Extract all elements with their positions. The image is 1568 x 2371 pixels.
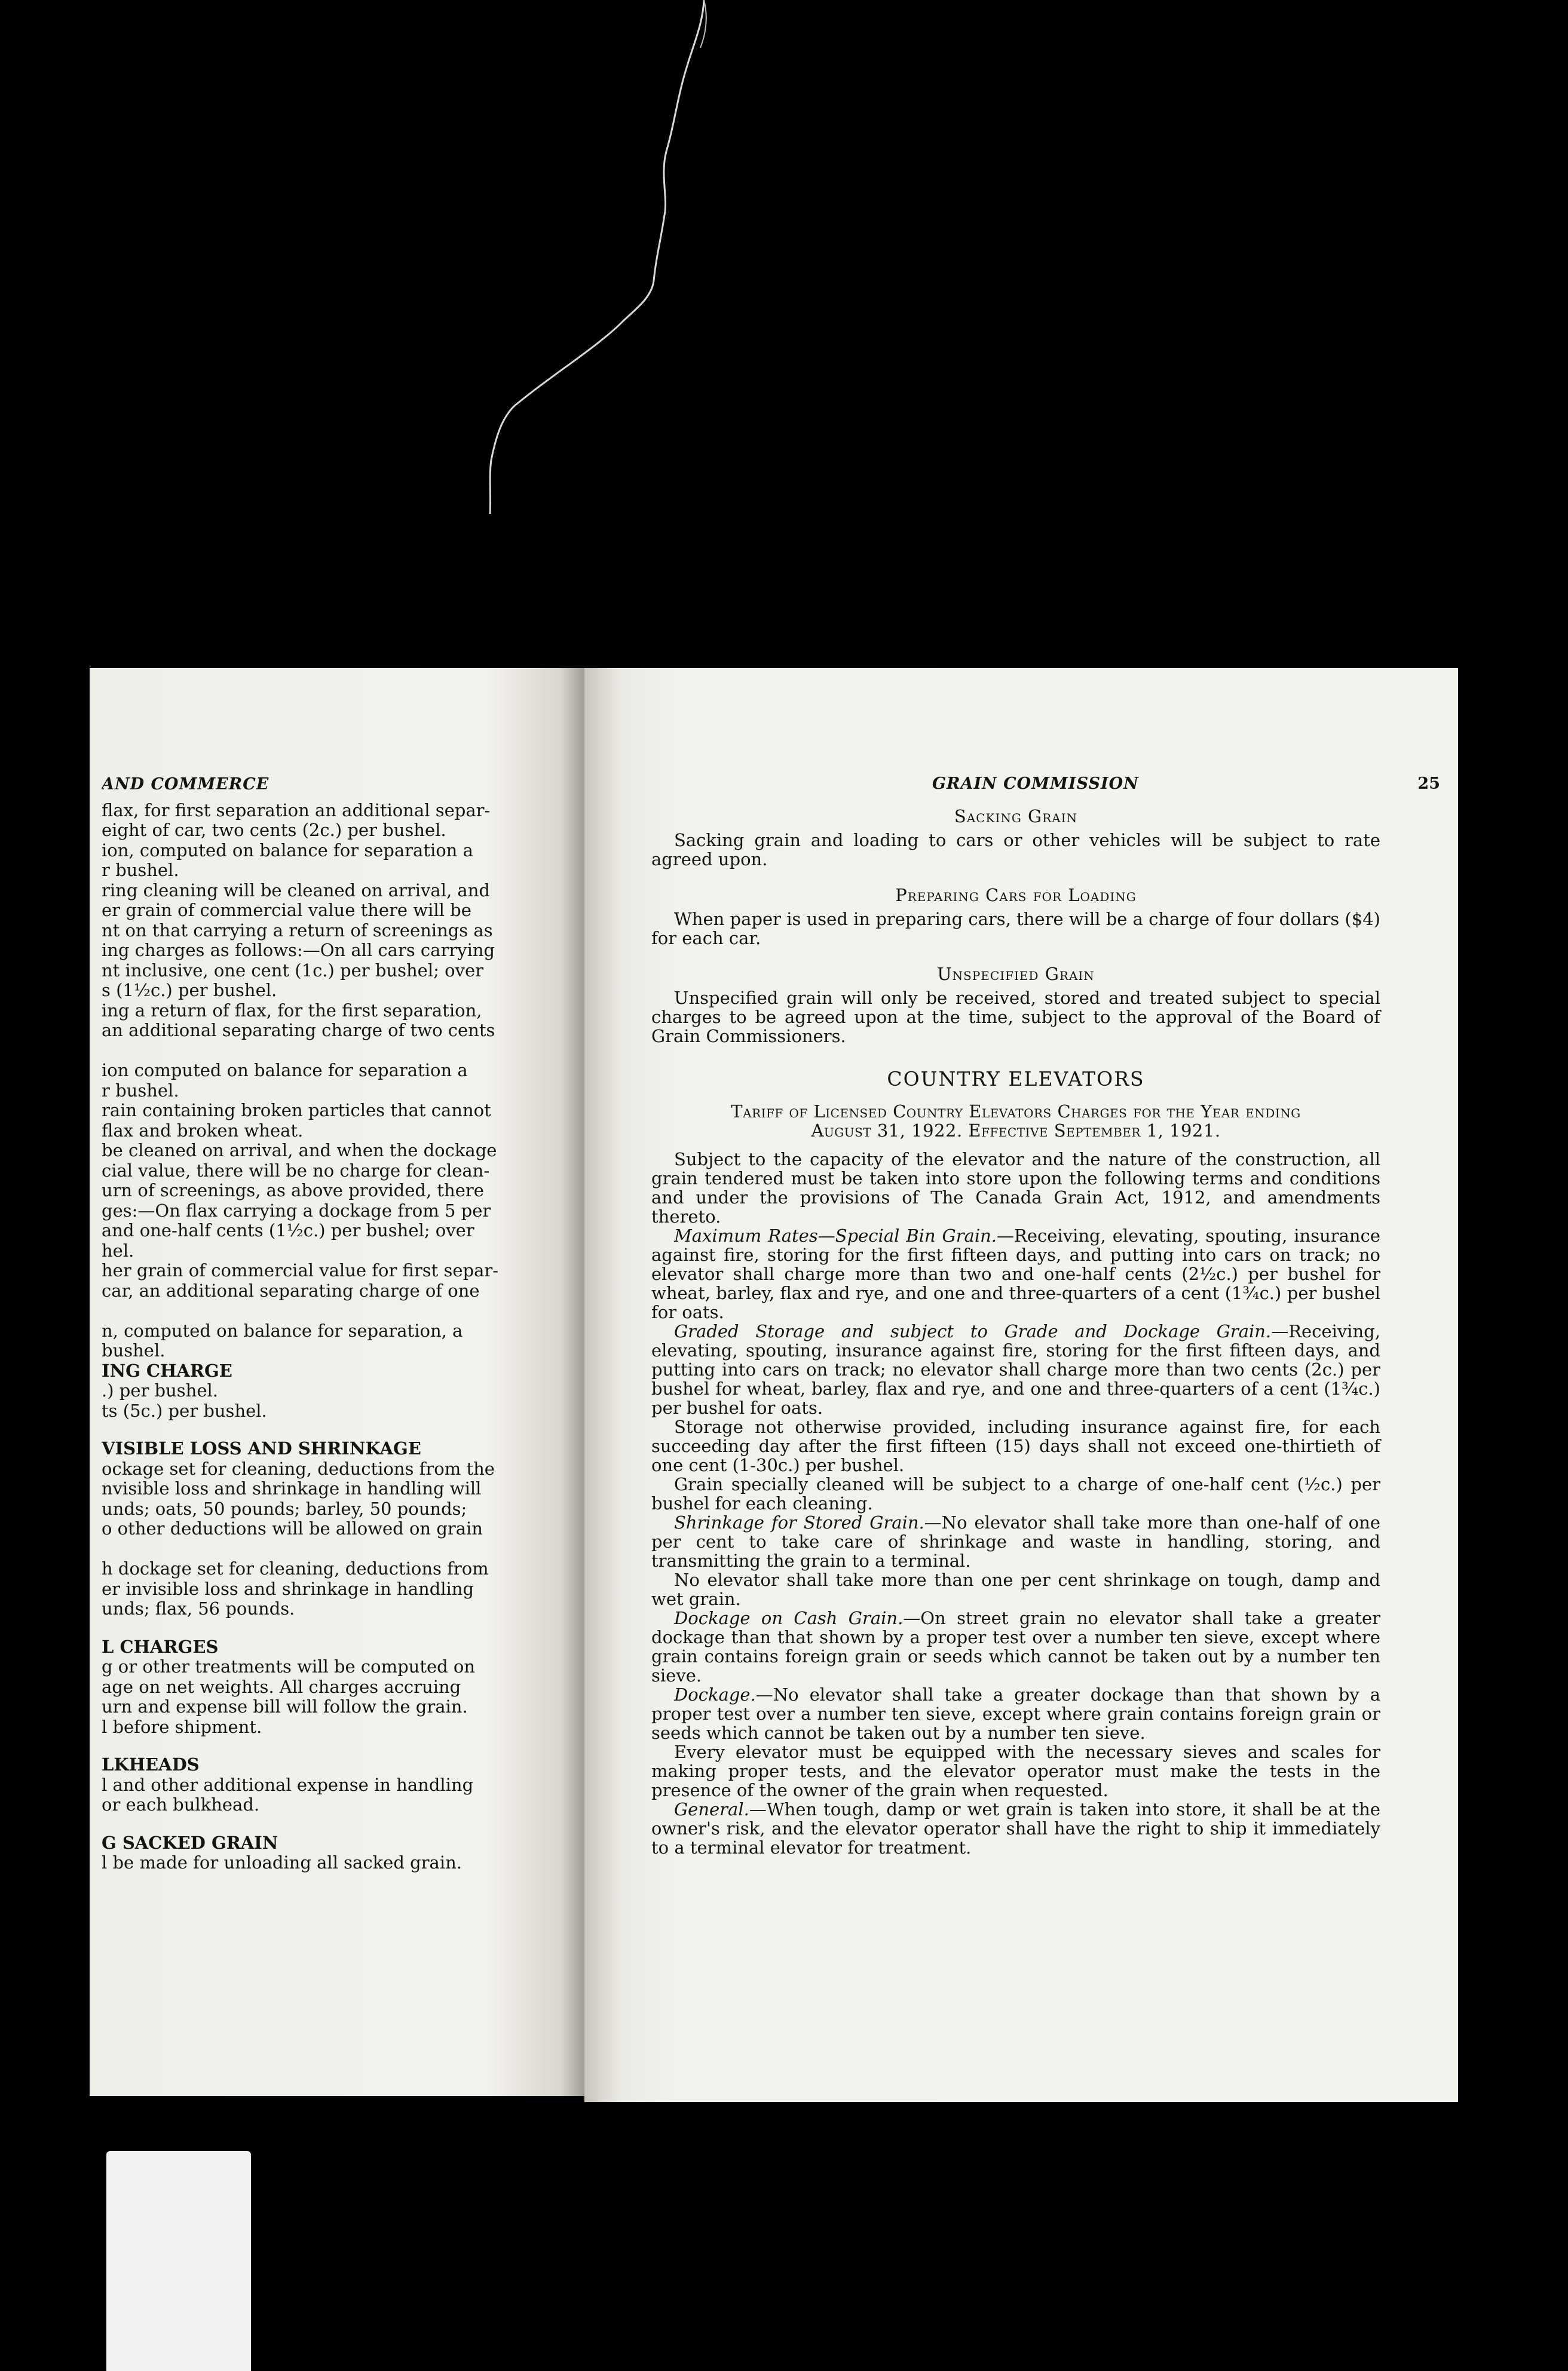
left-text-line: ts (5c.) per bushel. xyxy=(102,1401,267,1421)
section-heading-unspecified: Unspecified Grain xyxy=(937,964,1095,984)
right-page-text xyxy=(651,774,1440,1858)
left-lines-block-5 xyxy=(102,1775,584,1815)
heading-country-elevators: COUNTRY ELEVATORS xyxy=(887,1067,1145,1090)
paragraph-maximum-rates xyxy=(651,1226,1380,1322)
paragraph-unspecified: Unspecified grain will only be received, stored and treated subject to special charges to be agreed upon at the time, subject to the approval of the Board of Grain Commissioners. xyxy=(651,988,1380,1046)
run-in-label: Shrinkage for Stored Grain. xyxy=(674,1512,924,1533)
left-text-line: rain containing broken particles that cannot xyxy=(102,1101,491,1120)
left-text-line: ion computed on balance for separation a xyxy=(102,1061,468,1080)
left-text-line: car, an additional separating charge of one xyxy=(102,1281,480,1301)
left-text-line: ockage set for cleaning, deductions from the xyxy=(102,1459,495,1479)
left-section-heading: ING CHARGE xyxy=(102,1361,232,1381)
left-text-line: her grain of commercial value for first separ- xyxy=(102,1261,499,1281)
running-head-title: GRAIN COMMISSION xyxy=(932,774,1139,793)
run-in-label: General. xyxy=(674,1799,749,1819)
left-text-line: l and other additional expense in handling xyxy=(102,1775,474,1795)
left-text-line: cial value, there will be no charge for clean- xyxy=(102,1160,490,1181)
paragraph-text: —No elevator shall take a greater dockage than that shown by a proper test over a number ten sieve, except where grain contains foreign grain or seeds which cannot be taken out by a number ten sieve. xyxy=(651,1684,1380,1743)
right-page xyxy=(584,668,1458,2102)
section-heading-sacking: Sacking Grain xyxy=(954,806,1078,826)
paragraph-text: —Receiving, elevating, spouting, insurance against fire, storing for the first fifteen days, and putting into cars on track; no elevator shall charge more than two cents (2c.) per bushel for wheat, barley, flax and rye, and one and three-quarters of a cent (1¾c.) per bushel for oats. xyxy=(651,1321,1380,1418)
left-section-heading: L CHARGES xyxy=(102,1637,219,1657)
left-text-line xyxy=(102,1539,584,1560)
left-text-line: flax and broken wheat. xyxy=(102,1120,304,1141)
left-text-line: urn and expense bill will follow the grain. xyxy=(102,1697,468,1717)
left-text-line xyxy=(102,1041,584,1061)
left-text-line: flax, for first separation an additional separ- xyxy=(102,800,491,820)
left-text-line: nt on that carrying a return of screenings as xyxy=(102,920,493,941)
paragraph-sieves: Every elevator must be equipped with the necessary sieves and scales for making proper tests, and the elevator operator must make the tests in the presence of the owner of the grain when requested. xyxy=(651,1742,1380,1800)
run-in-label: Dockage. xyxy=(674,1684,756,1705)
left-text-line: age on net weights. All charges accruing xyxy=(102,1677,461,1697)
paragraph-tough: No elevator shall take more than one per cent shrinkage on tough, damp and wet grain. xyxy=(651,1570,1380,1609)
paragraph-text: —No elevator shall take more than one-half of one per cent to take care of shrinkage and waste in handling, storing, and transmitting the grain to a terminal. xyxy=(651,1512,1380,1571)
left-text-line: r bushel. xyxy=(102,860,179,880)
paragraph-preparing: When paper is used in preparing cars, there will be a charge of four dollars ($4) for each car. xyxy=(651,909,1380,948)
left-section-heading: G SACKED GRAIN xyxy=(102,1833,278,1853)
left-lines-block-1 xyxy=(102,801,584,1361)
left-text-line: er grain of commercial value there will be xyxy=(102,900,471,920)
left-section-heading: LKHEADS xyxy=(102,1755,200,1775)
paragraph-text: —Receiving, elevating, spouting, insurance against fire, storing for the first fifteen days, and putting into cars on track; no elevator shall charge more than two and one-half cents (2½c.) per bushel for wheat, barley, flax and rye, and one and three-quarters of a cent (1¾c.) per bushel for oats. xyxy=(651,1226,1380,1322)
left-text-line: or each bulkhead. xyxy=(102,1795,260,1815)
left-text-line: unds; oats, 50 pounds; barley, 50 pounds; xyxy=(102,1499,467,1519)
section-heading-preparing: Preparing Cars for Loading xyxy=(895,885,1137,905)
left-text-line: and one-half cents (1½c.) per bushel; over xyxy=(102,1221,474,1240)
run-in-label: Dockage on Cash Grain. xyxy=(674,1608,904,1628)
left-text-line: h dockage set for cleaning, deductions from xyxy=(102,1559,489,1579)
paragraph-shrinkage xyxy=(651,1513,1380,1570)
paragraph-cash-dockage xyxy=(651,1609,1380,1685)
left-text-line: ion, computed on balance for separation a xyxy=(102,840,473,860)
left-text-line: ing a return of flax, for the first separation, xyxy=(102,1000,482,1021)
left-text-line: l before shipment. xyxy=(102,1717,262,1737)
left-text-line: nt inclusive, one cent (1c.) per bushel; over xyxy=(102,960,483,981)
film-leader-card xyxy=(106,2151,251,2371)
left-text-line: hel. xyxy=(102,1240,134,1261)
left-text-line: ges:—On flax carrying a dockage from 5 per xyxy=(102,1200,491,1221)
paragraph-storage: Storage not otherwise provided, including insurance against fire, for each succeeding day after the first fifteen (15) days shall not exceed one-thirtieth of one cent (1-30c.) per bushel. xyxy=(651,1417,1380,1475)
left-text-line: nvisible loss and shrinkage in handling will xyxy=(102,1479,482,1499)
run-in-label: Maximum Rates—Special Bin Grain. xyxy=(674,1226,997,1246)
left-text-line: r bushel. xyxy=(102,1080,179,1101)
left-text-line: urn of screenings, as above provided, there xyxy=(102,1181,484,1200)
left-lines-block-6 xyxy=(102,1853,584,1873)
left-lines-block-3 xyxy=(102,1459,584,1619)
left-section-heading: VISIBLE LOSS AND SHRINKAGE xyxy=(102,1439,421,1459)
paragraph-sacking: Sacking grain and loading to cars or other vehicles will be subject to rate agreed upon. xyxy=(651,830,1380,869)
left-text-line xyxy=(102,1301,584,1321)
paragraph-general xyxy=(651,1800,1380,1857)
left-running-head: AND COMMERCE xyxy=(102,775,270,794)
left-text-line: ing charges as follows:—On all cars carrying xyxy=(102,941,495,960)
left-text-line: o other deductions will be allowed on grain xyxy=(102,1519,483,1539)
tariff-line: August 31, 1922. Effective September 1, 1921. xyxy=(811,1120,1221,1141)
left-text-line: bushel. xyxy=(102,1341,166,1361)
left-text-line: eight of car, two cents (2c.) per bushel. xyxy=(102,820,446,840)
paragraph-text: —When tough, damp or wet grain is taken into store, it shall be at the owner's risk, and the elevator operator shall have the right to ship it immediately to a terminal elevator for treatment. xyxy=(651,1799,1380,1858)
left-text-line: s (1½c.) per bushel. xyxy=(102,981,277,1000)
left-text-line: be cleaned on arrival, and when the dockage xyxy=(102,1141,497,1160)
left-text-line: er invisible loss and shrinkage in handling xyxy=(102,1579,474,1599)
left-page xyxy=(90,668,586,2096)
paragraph-text: —On street grain no elevator shall take a greater dockage than that shown by a proper test over a number ten sieve, except where grain contains foreign grain or seeds which cannot be taken out by a number ten sieve. xyxy=(651,1608,1380,1686)
left-text-line: an additional separating charge of two cents xyxy=(102,1021,495,1040)
left-lines-block-4 xyxy=(102,1657,584,1737)
tariff-line: Tariff of Licensed Country Elevators Charges for the Year ending xyxy=(731,1101,1301,1122)
paragraph-graded-storage xyxy=(651,1322,1380,1417)
left-text-line: .) per bushel. xyxy=(102,1381,219,1401)
left-text-line: ring cleaning will be cleaned on arrival, and xyxy=(102,880,490,900)
tariff-heading xyxy=(651,1102,1380,1140)
left-text-line: unds; flax, 56 pounds. xyxy=(102,1599,295,1619)
left-text-line: l be made for unloading all sacked grain. xyxy=(102,1853,462,1873)
run-in-label: Graded Storage and subject to Grade and Dockage Grain. xyxy=(674,1321,1272,1341)
left-text-line: g or other treatments will be computed on xyxy=(102,1657,476,1677)
left-text-line: n, computed on balance for separation, a xyxy=(102,1321,463,1341)
right-running-head xyxy=(651,774,1440,803)
left-lines-block-2 xyxy=(102,1381,584,1421)
paragraph-dockage xyxy=(651,1685,1380,1742)
paragraph-intro: Subject to the capacity of the elevator and the nature of the construction, all grain tendered must be taken into store upon the following terms and conditions and under the provisions of The Canada Grain Act, 1912, and amendments thereto. xyxy=(651,1149,1380,1227)
left-page-text xyxy=(102,774,584,1873)
paragraph-cleaned: Grain specially cleaned will be subject to a charge of one-half cent (½c.) per bushel for each cleaning. xyxy=(651,1474,1380,1514)
page-number: 25 xyxy=(1417,774,1440,793)
